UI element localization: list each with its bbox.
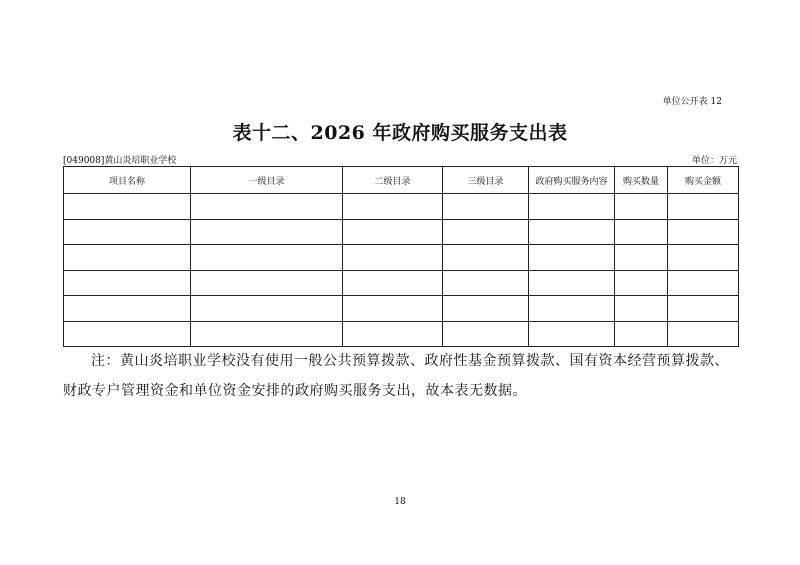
- table-cell: [668, 321, 739, 347]
- table-cell: [443, 219, 529, 245]
- table-cell: [668, 296, 739, 322]
- column-header: 二级目录: [343, 167, 443, 194]
- note-paragraph: 注：黄山炎培职业学校没有使用一般公共预算拨款、政府性基金预算拨款、国有资本经营预算拨款、财政专户管理资金和单位资金安排的政府购买服务支出，故本表无数据。: [63, 353, 729, 399]
- table-cell: [529, 270, 615, 296]
- table-cell: [529, 219, 615, 245]
- page-title: 表十二、2026 年政府购买服务支出表: [232, 122, 568, 144]
- table-cell: [615, 194, 668, 220]
- table-cell: [64, 270, 191, 296]
- form-number: 单位公开表 12: [662, 97, 722, 107]
- table-cell: [443, 245, 529, 271]
- table-cell: [191, 270, 343, 296]
- table-cell: [615, 245, 668, 271]
- table-header-row: [64, 167, 739, 194]
- table-row: [64, 296, 739, 322]
- column-header: 购买数量: [615, 167, 668, 194]
- table-cell: [343, 219, 443, 245]
- table-cell: [343, 296, 443, 322]
- table-cell: [343, 245, 443, 271]
- table-cell: [668, 194, 739, 220]
- table-row: [64, 194, 739, 220]
- column-header: 购买金额: [668, 167, 739, 194]
- table-meta: [63, 153, 737, 166]
- table-cell: [343, 270, 443, 296]
- table-cell: [191, 219, 343, 245]
- table-cell: [443, 194, 529, 220]
- table-cell: [64, 194, 191, 220]
- table-cell: [615, 296, 668, 322]
- column-header: 三级目录: [443, 167, 529, 194]
- table-cell: [529, 194, 615, 220]
- table-cell: [191, 296, 343, 322]
- table-cell: [343, 194, 443, 220]
- table-cell: [529, 321, 615, 347]
- table-cell: [191, 245, 343, 271]
- unit-label: 单位：万元: [691, 156, 737, 166]
- table-cell: [443, 270, 529, 296]
- table-cell: [443, 296, 529, 322]
- table-cell: [668, 219, 739, 245]
- table-cell: [668, 245, 739, 271]
- table-cell: [668, 270, 739, 296]
- column-header: 一级目录: [191, 167, 343, 194]
- organization-label: [049008]黄山炎培职业学校: [63, 156, 177, 166]
- table-row: [64, 321, 739, 347]
- table-row: [64, 270, 739, 296]
- table-row: [64, 245, 739, 271]
- table-cell: [64, 321, 191, 347]
- column-header: 政府购买服务内容: [529, 167, 615, 194]
- table-cell: [64, 245, 191, 271]
- table-cell: [529, 296, 615, 322]
- table-cell: [343, 321, 443, 347]
- table-cell: [191, 321, 343, 347]
- table-cell: [615, 270, 668, 296]
- table-cell: [191, 194, 343, 220]
- expenditure-table: [63, 166, 739, 347]
- page-number: 18: [394, 497, 406, 507]
- table-cell: [615, 219, 668, 245]
- table-cell: [615, 321, 668, 347]
- table-cell: [443, 321, 529, 347]
- table-cell: [64, 296, 191, 322]
- table-cell: [529, 245, 615, 271]
- table-cell: [64, 219, 191, 245]
- table-row: [64, 219, 739, 245]
- column-header: 项目名称: [64, 167, 191, 194]
